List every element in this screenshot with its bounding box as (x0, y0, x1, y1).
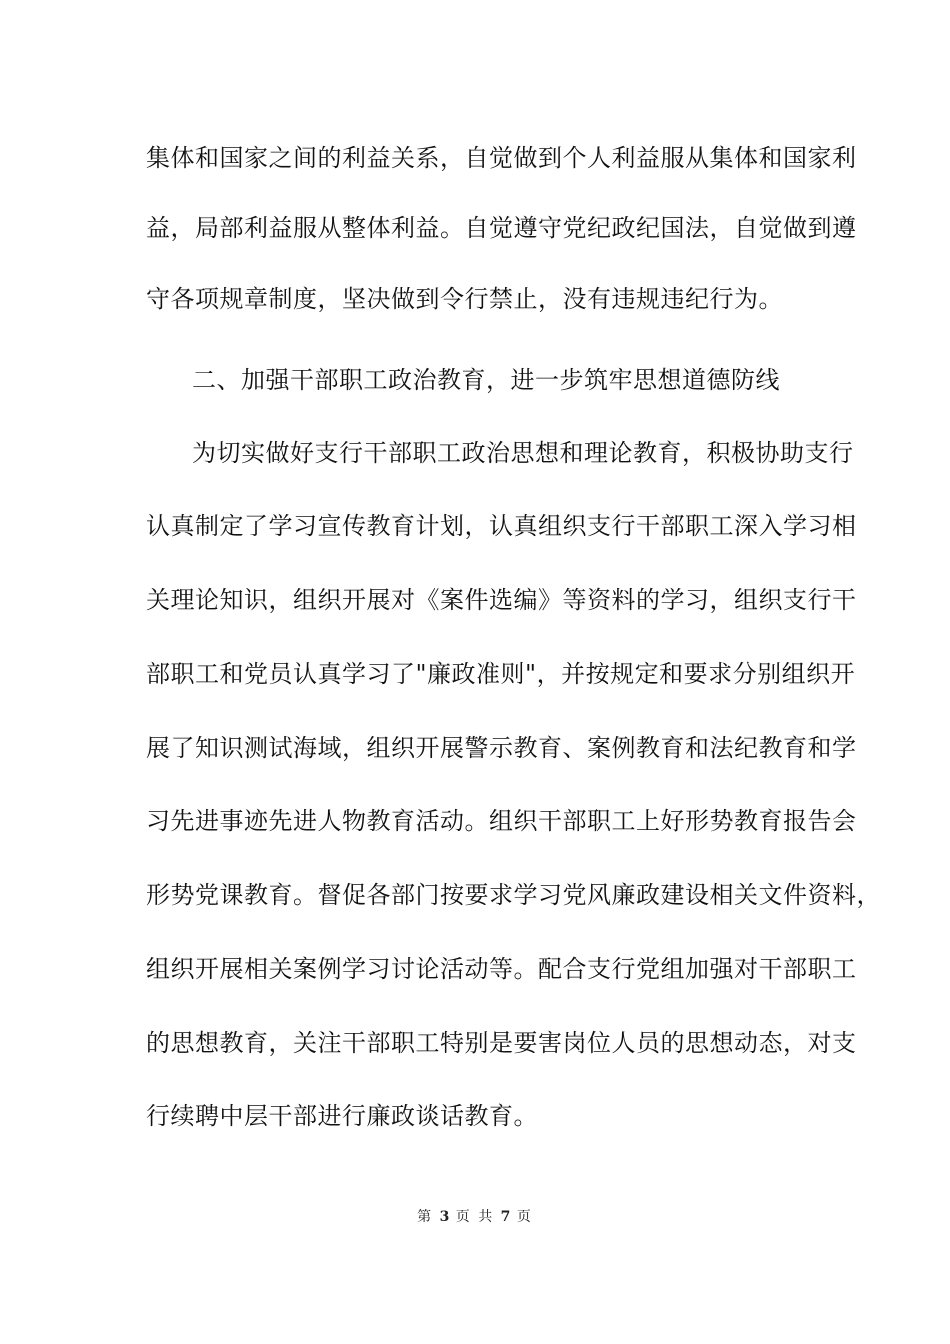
text-line: 守各项规章制度，坚决做到令行禁止，没有违规违纪行为。 (146, 285, 783, 313)
page-footer (0, 1208, 950, 1226)
current-page-number: 3 (439, 1209, 450, 1225)
text-line: 展了知识测试海域，组织开展警示教育、案例教育和法纪教育和学 (146, 734, 857, 762)
text-line: 关理论知识，组织开展对《案件选编》等资料的学习，组织支行干 (146, 586, 857, 614)
text-line: 部职工和党员认真学习了"廉政准则"，并按规定和要求分别组织开 (146, 660, 856, 688)
footer-suffix: 页 (516, 1209, 533, 1225)
text-line: 益，局部利益服从整体利益。自觉遵守党纪政纪国法，自觉做到遵 (146, 214, 857, 242)
text-line: 形势党课教育。督促各部门按要求学习党风廉政建设相关文件资料， (146, 881, 881, 909)
footer-prefix: 第 (417, 1209, 434, 1225)
text-line: 为切实做好支行干部职工政治思想和理论教育，积极协助支行 (192, 439, 854, 467)
section-heading: 二、加强干部职工政治教育，进一步筑牢思想道德防线 (192, 366, 780, 394)
text-line: 行续聘中层干部进行廉政谈话教育。 (146, 1102, 538, 1130)
total-pages-number: 7 (500, 1209, 511, 1225)
text-line: 集体和国家之间的利益关系，自觉做到个人利益服从集体和国家利 (146, 144, 857, 172)
text-line: 组织开展相关案例学习讨论活动等。配合支行党组加强对干部职工 (146, 955, 857, 983)
footer-middle: 页 共 (455, 1209, 495, 1225)
text-line: 认真制定了学习宣传教育计划，认真组织支行干部职工深入学习相 (146, 512, 857, 540)
text-line: 习先进事迹先进人物教育活动。组织干部职工上好形势教育报告会 (146, 807, 857, 835)
text-line: 的思想教育，关注干部职工特别是要害岗位人员的思想动态，对支 (146, 1029, 857, 1057)
